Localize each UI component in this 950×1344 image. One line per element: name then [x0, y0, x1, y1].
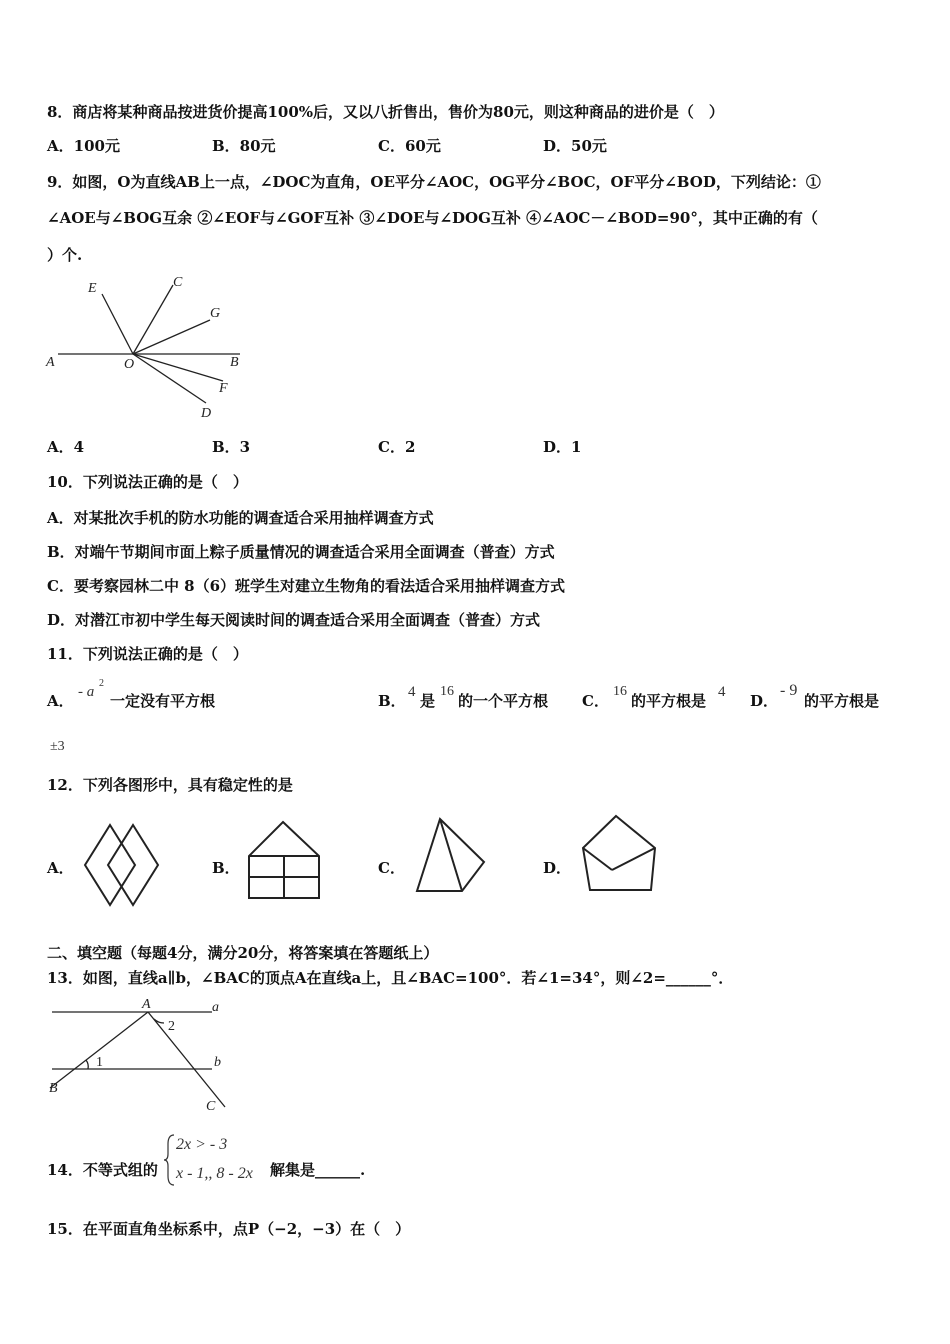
- q13-figure: [40, 992, 240, 1117]
- q11-option-d-text: 的平方根是: [804, 692, 880, 710]
- q10-option-b: B．对端午节期间市面上粽子质量情况的调查适合采用全面调查（普查）方式: [47, 543, 555, 561]
- q11-option-d-continued: ±3: [50, 739, 65, 754]
- q14-system-brace: [163, 1132, 177, 1188]
- q8-option-a: A．100元: [47, 137, 120, 155]
- q10-stem: 10．下列说法正确的是（ ）: [47, 473, 248, 491]
- q12-figure-d-pentagon: [578, 810, 663, 895]
- q13-label-angle-1: 1: [96, 1055, 103, 1070]
- q13-label-a-point: A: [142, 997, 151, 1012]
- q13-label-line-b: b: [214, 1055, 221, 1070]
- q11-option-d-math: - 9: [780, 682, 798, 699]
- q9-line2: ∠AOE与∠BOG互余 ②∠EOF与∠GOF互补 ③∠DOE与∠DOG互补 ④∠AOC－∠BOD=90°，其中正确的有（: [47, 209, 818, 227]
- q12-option-a-label: A．: [47, 859, 74, 877]
- q9-label-e: E: [88, 281, 97, 296]
- q9-label-o: O: [124, 357, 135, 372]
- q11-option-d-label: D．: [750, 692, 779, 710]
- q14-prefix: 14．不等式组的: [47, 1161, 158, 1179]
- q9-option-b: B．3: [212, 438, 251, 456]
- q9-label-b: B: [230, 355, 239, 370]
- q13-label-c-point: C: [206, 1099, 216, 1114]
- q13-label-b-point: B: [49, 1081, 58, 1096]
- q8-stem: 8．商店将某种商品按进货价提高100%后，又以八折售出，售价为80元，则这种商品的进价是（ ）: [47, 103, 724, 121]
- q11-stem: 11．下列说法正确的是（ ）: [47, 645, 248, 663]
- q10-option-d: D．对潜江市初中学生每天阅读时间的调查适合采用全面调查（普查）方式: [47, 611, 541, 629]
- q11-option-b-math2: 16: [440, 684, 454, 699]
- q10-option-a: A．对某批次手机的防水功能的调查适合采用抽样调查方式: [47, 509, 434, 527]
- q12-figure-a-double-diamond: [80, 820, 165, 910]
- q11-option-c-label: C．: [582, 692, 609, 710]
- q9-label-f: F: [219, 381, 228, 396]
- q9-label-a: A: [46, 355, 55, 370]
- q8-option-c: C．60元: [378, 137, 441, 155]
- q14-inequality-2: x - 1,, 8 - 2x: [176, 1165, 253, 1182]
- q9-label-d: D: [201, 406, 212, 421]
- q13-stem: 13．如图，直线a∥b，∠BAC的顶点A在直线a上，且∠BAC=100°．若∠1=34°，则∠2=______°．: [47, 969, 734, 987]
- q10-option-c: C．要考察园林二中 8（6）班学生对建立生物角的看法适合采用抽样调查方式: [47, 577, 566, 595]
- q12-option-b-label: B．: [212, 859, 240, 877]
- q8-option-b: B．80元: [212, 137, 276, 155]
- q11-option-b-text2: 的一个平方根: [458, 692, 549, 710]
- q11-option-a-label: A．: [47, 692, 74, 710]
- q12-figure-b-house: [244, 818, 324, 903]
- q11-option-a-exponent: 2: [99, 678, 104, 689]
- q11-option-c-text: 的平方根是: [631, 692, 707, 710]
- q12-stem: 12．下列各图形中，具有稳定性的是: [47, 776, 293, 794]
- q14-inequality-1: 2x > - 3: [176, 1136, 228, 1153]
- q11-option-a-math: - a: [78, 684, 95, 700]
- q9-option-a: A．4: [47, 438, 85, 456]
- q15-stem: 15．在平面直角坐标系中，点P（−2，−3）在（ ）: [47, 1220, 411, 1238]
- q11-option-b-text1: 是: [420, 692, 436, 710]
- q12-option-d-label: D．: [543, 859, 572, 877]
- q14-suffix: 解集是______.: [270, 1161, 366, 1179]
- q12-option-c-label: C．: [378, 859, 405, 877]
- section2-title: 二、填空题（每题4分，满分20分，将答案填在答题纸上）: [47, 944, 439, 962]
- q9-label-g: G: [210, 306, 221, 321]
- q9-line1: 9．如图，O为直线AB上一点，∠DOC为直角，OE平分∠AOC，OG平分∠BOC，OF平分∠BOD，下列结论：①: [47, 173, 821, 191]
- q9-label-c: C: [173, 275, 183, 290]
- q12-figure-c-tetrahedron: [412, 812, 492, 897]
- q11-option-c-math1: 16: [613, 684, 627, 699]
- q11-option-b-math1: 4: [408, 684, 416, 700]
- q8-option-d: D．50元: [543, 137, 607, 155]
- q11-option-b-label: B．: [378, 692, 406, 710]
- q13-label-line-a: a: [212, 1000, 219, 1015]
- q11-option-a-text: 一定没有平方根: [110, 692, 216, 710]
- q9-option-c: C．2: [378, 438, 416, 456]
- q9-figure: [40, 268, 260, 428]
- q11-option-c-math2: 4: [718, 684, 726, 700]
- q9-option-d: D．1: [543, 438, 582, 456]
- q9-line3: ）个.: [47, 246, 83, 264]
- q13-label-angle-2: 2: [168, 1019, 175, 1034]
